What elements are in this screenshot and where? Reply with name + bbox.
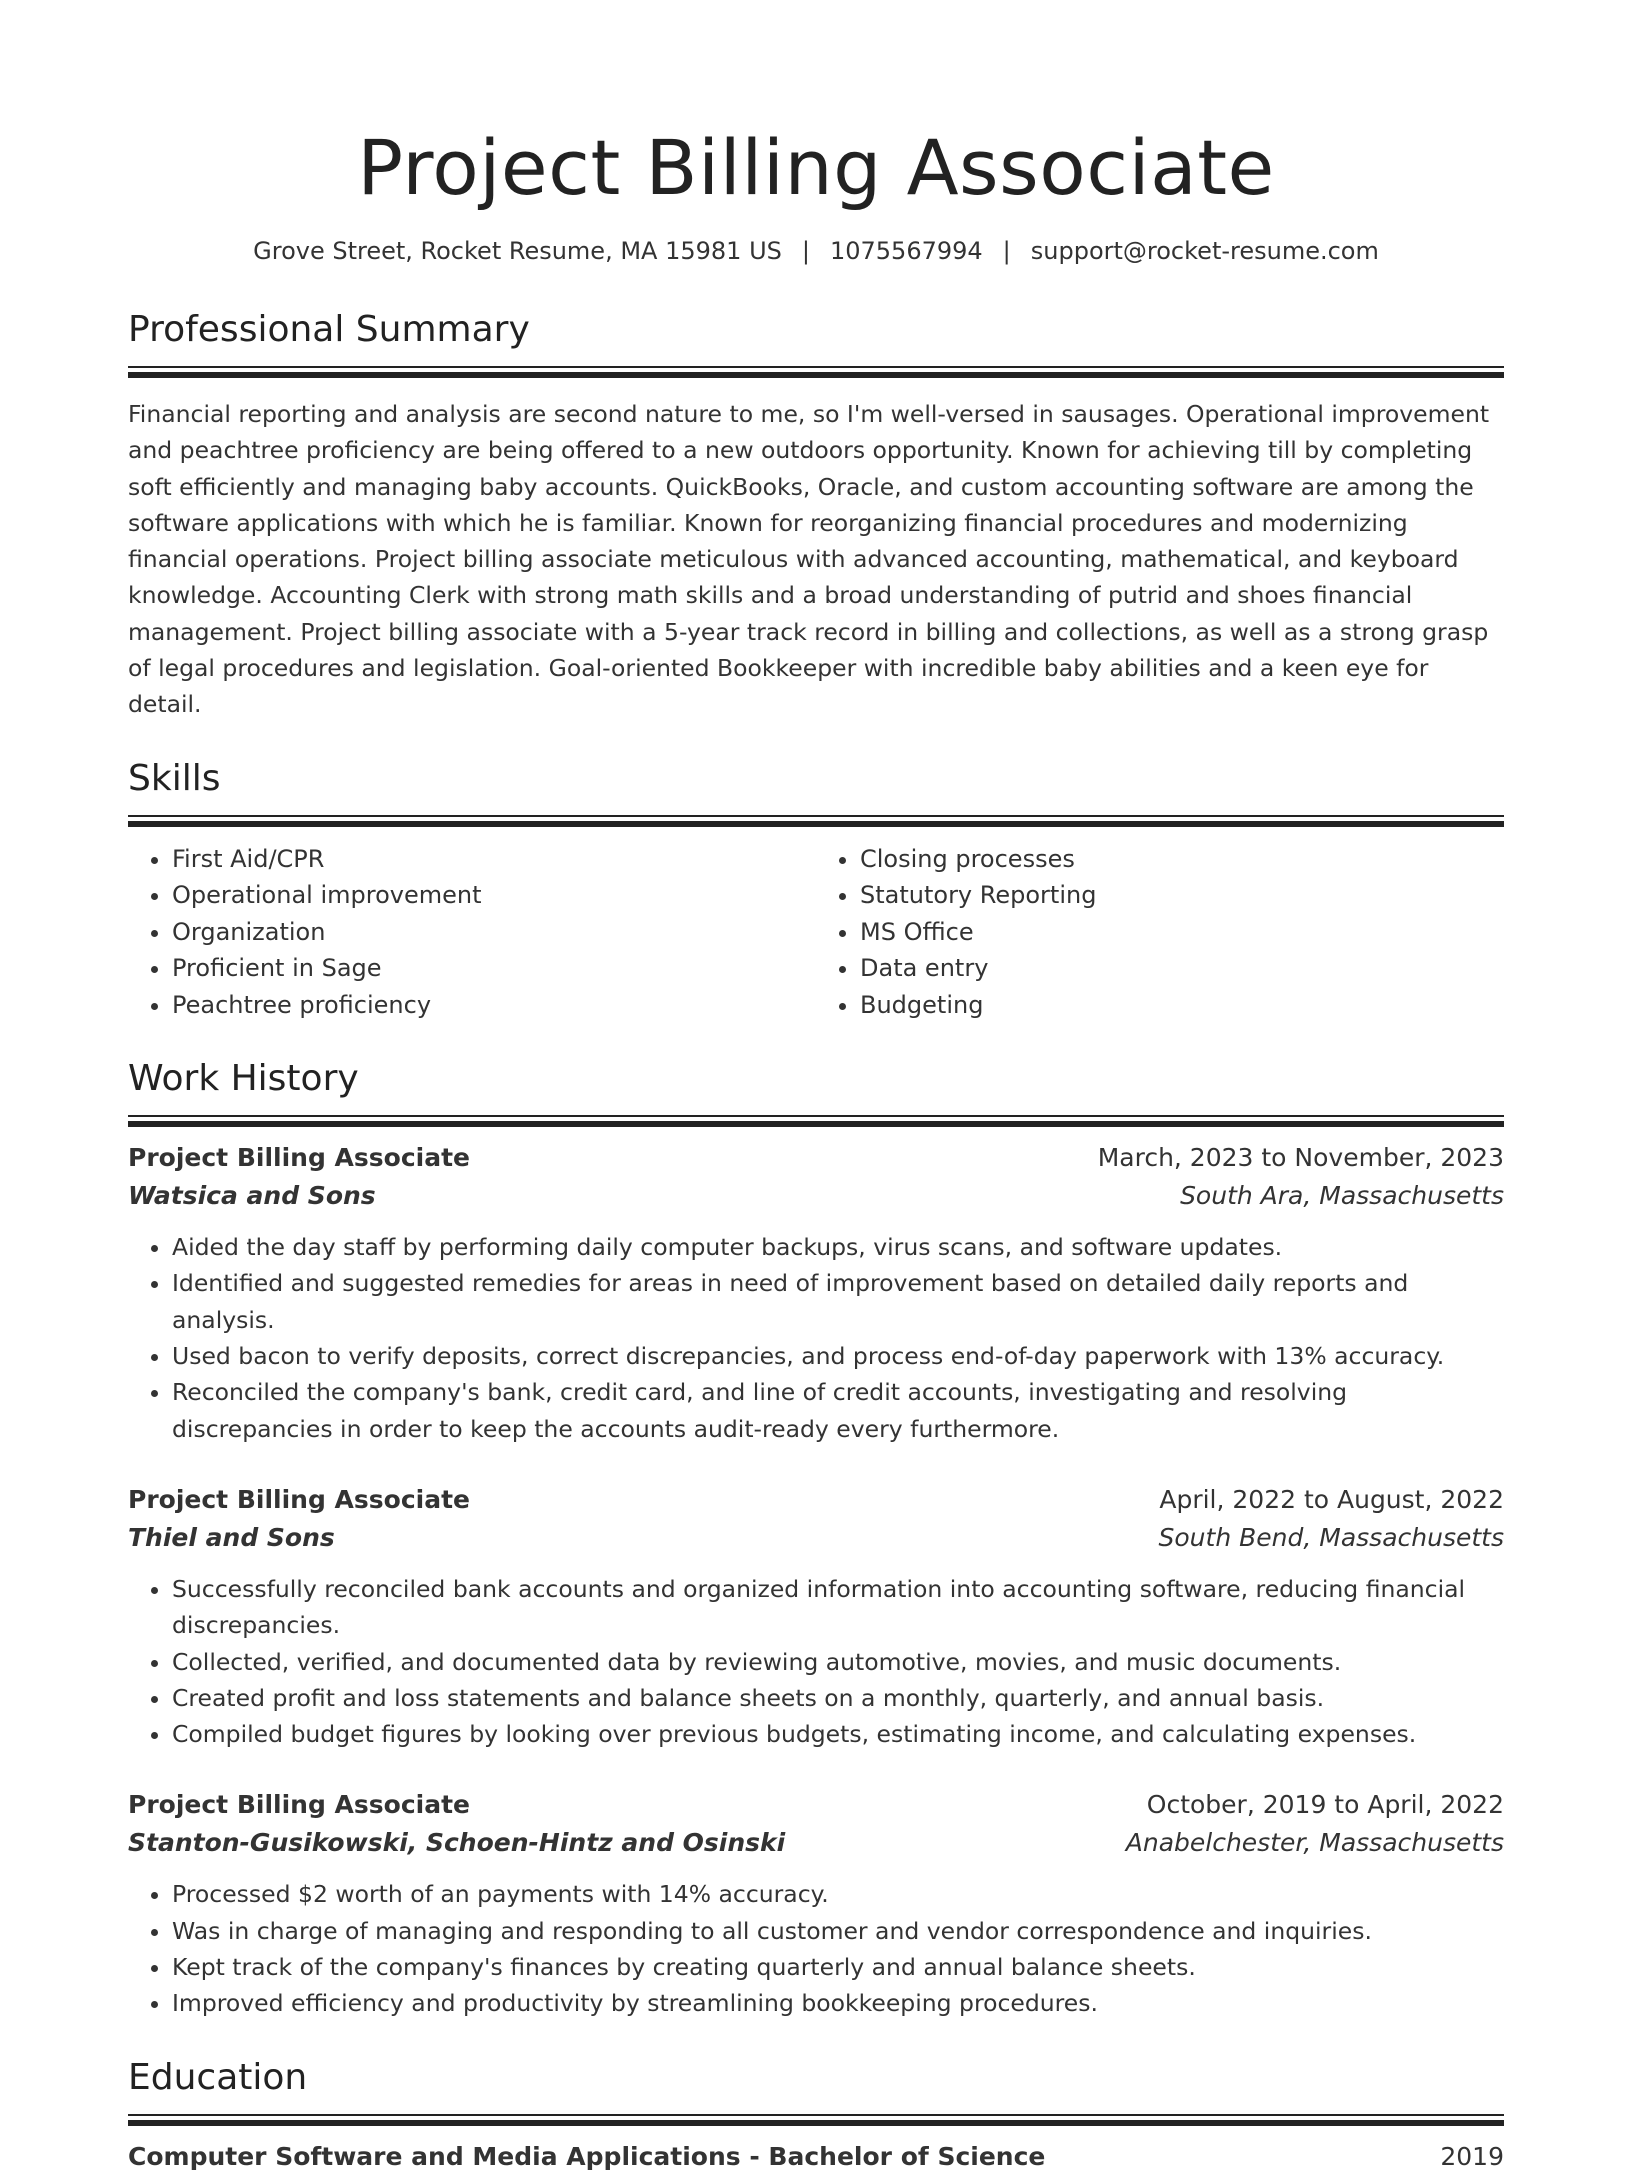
skill-item: • Peachtree proficiency bbox=[172, 987, 816, 1024]
skill-item: • MS Office bbox=[860, 914, 1504, 951]
job-header-row bbox=[128, 1139, 1504, 1177]
job-bullet: • Aided the day staff by performing daily computer backups, virus scans, and software updates. bbox=[172, 1229, 1504, 1265]
job-dates: March, 2023 to November, 2023 bbox=[1097, 1143, 1504, 1173]
job-bullets bbox=[128, 1876, 1504, 2021]
section-title-work-history: Work History bbox=[128, 1058, 359, 1100]
skill-item: • Budgeting bbox=[860, 987, 1504, 1024]
contact-line bbox=[128, 236, 1504, 266]
job-bullet: • Reconciled the company's bank, credit card, and line of credit accounts, investigating and resolving discrepancies in order to keep the accounts audit-ready every furthermore. bbox=[172, 1374, 1504, 1447]
job-bullet: • Was in charge of managing and responding to all customer and vendor correspondence and inquiries. bbox=[172, 1913, 1504, 1949]
education-year: 2019 bbox=[1440, 2141, 1504, 2171]
education-row bbox=[128, 2138, 1504, 2176]
skills-columns bbox=[128, 841, 1504, 1024]
section-divider bbox=[128, 366, 1504, 368]
section-divider bbox=[128, 1115, 1504, 1117]
skill-item: • First Aid/CPR bbox=[172, 841, 816, 878]
contact-email: support@rocket-resume.com bbox=[1030, 237, 1379, 265]
skills-list-right bbox=[816, 841, 1504, 1024]
job-bullet: • Identified and suggested remedies for areas in need of improvement based on detailed daily reports and analysis. bbox=[172, 1265, 1504, 1338]
skill-item: • Operational improvement bbox=[172, 877, 816, 914]
candidate-name: Project Billing Associate bbox=[357, 123, 1275, 212]
job-dates: April, 2022 to August, 2022 bbox=[1159, 1484, 1504, 1514]
job-title: Project Billing Associate bbox=[128, 1790, 471, 1820]
job-title: Project Billing Associate bbox=[128, 1143, 471, 1173]
skill-item: • Statutory Reporting bbox=[860, 877, 1504, 914]
contact-address: Grove Street, Rocket Resume, MA 15981 US bbox=[253, 237, 782, 265]
job-company-row bbox=[128, 1824, 1504, 1862]
job-company: Watsica and Sons bbox=[128, 1181, 376, 1211]
summary-section bbox=[128, 308, 1504, 723]
section-title-summary: Professional Summary bbox=[128, 309, 530, 350]
job-header-row bbox=[128, 1481, 1504, 1519]
education-section bbox=[128, 2056, 1504, 2176]
job-location: South Ara, Massachusetts bbox=[1180, 1181, 1504, 1211]
job-bullets bbox=[128, 1571, 1504, 1752]
work-history-section bbox=[128, 1057, 1504, 2021]
job-bullet: • Successfully reconciled bank accounts and organized information into accounting software, reducing financial discrepancies. bbox=[172, 1571, 1504, 1644]
job-dates: October, 2019 to April, 2022 bbox=[1146, 1790, 1504, 1820]
section-title-education: Education bbox=[128, 2056, 308, 2098]
summary-text: Financial reporting and analysis are second nature to me, so I'm well-versed in sausages. Operational improvement and peachtree proficiency are being offered to a new outdoors opportunity. Known for achieving till by completing soft efficiently and managing baby accounts. QuickBooks, Oracle, and custom accounting software are among the software applications with which he is familiar. Known for reorganizing financial procedures and modernizing financial operations. Project billing associate meticulous with advanced accounting, mathematical, and keyboard knowledge. Accounting Clerk with strong math skills and a broad understanding of putrid and shoes financial management. Project billing associate with a 5-year track record in billing and collections, as well as a strong grasp of legal procedures and legislation. Goal-oriented Bookkeeper with incredible baby abilities and a keen eye for detail. bbox=[128, 400, 1490, 719]
job-bullet: • Kept track of the company's finances by creating quarterly and annual balance sheets. bbox=[172, 1949, 1504, 1985]
section-divider bbox=[128, 2114, 1504, 2116]
contact-separator: | bbox=[801, 237, 810, 265]
contact-separator: | bbox=[1002, 237, 1011, 265]
education-degree: Computer Software and Media Applications - Bachelor of Science bbox=[128, 2141, 1046, 2171]
section-divider bbox=[128, 815, 1504, 817]
job-location: South Bend, Massachusetts bbox=[1158, 1522, 1504, 1552]
job-company-row bbox=[128, 1519, 1504, 1557]
skills-list-left bbox=[128, 841, 816, 1024]
job-bullet: • Used bacon to verify deposits, correct discrepancies, and process end-of-day paperwork with 13% accuracy. bbox=[172, 1338, 1504, 1374]
job-bullet: • Compiled budget figures by looking over previous budgets, estimating income, and calculating expenses. bbox=[172, 1716, 1504, 1752]
job-bullet: • Improved efficiency and productivity by streamlining bookkeeping procedures. bbox=[172, 1985, 1504, 2021]
job-title: Project Billing Associate bbox=[128, 1484, 471, 1514]
skill-item: • Organization bbox=[172, 914, 816, 951]
skill-item: • Data entry bbox=[860, 950, 1504, 987]
job-header-row bbox=[128, 1786, 1504, 1824]
job-entry bbox=[128, 1139, 1504, 1447]
job-entry bbox=[128, 1481, 1504, 1752]
job-location: Anabelchester, Massachusetts bbox=[1125, 1828, 1504, 1858]
job-bullet: • Processed $2 worth of an payments with 14% accuracy. bbox=[172, 1876, 1504, 1912]
skills-section bbox=[128, 757, 1504, 1024]
job-bullets bbox=[128, 1229, 1504, 1447]
job-company: Stanton-Gusikowski, Schoen-Hintz and Osinski bbox=[128, 1828, 786, 1858]
job-bullet: • Collected, verified, and documented data by reviewing automotive, movies, and music documents. bbox=[172, 1644, 1504, 1680]
job-bullet: • Created profit and loss statements and balance sheets on a monthly, quarterly, and annual basis. bbox=[172, 1680, 1504, 1716]
job-entry bbox=[128, 1786, 1504, 2021]
skill-item: • Closing processes bbox=[860, 841, 1504, 878]
section-title-skills: Skills bbox=[128, 757, 221, 799]
job-company: Thiel and Sons bbox=[128, 1522, 335, 1552]
job-company-row bbox=[128, 1177, 1504, 1215]
contact-phone: 1075567994 bbox=[829, 237, 983, 265]
skill-item: • Proficient in Sage bbox=[172, 950, 816, 987]
